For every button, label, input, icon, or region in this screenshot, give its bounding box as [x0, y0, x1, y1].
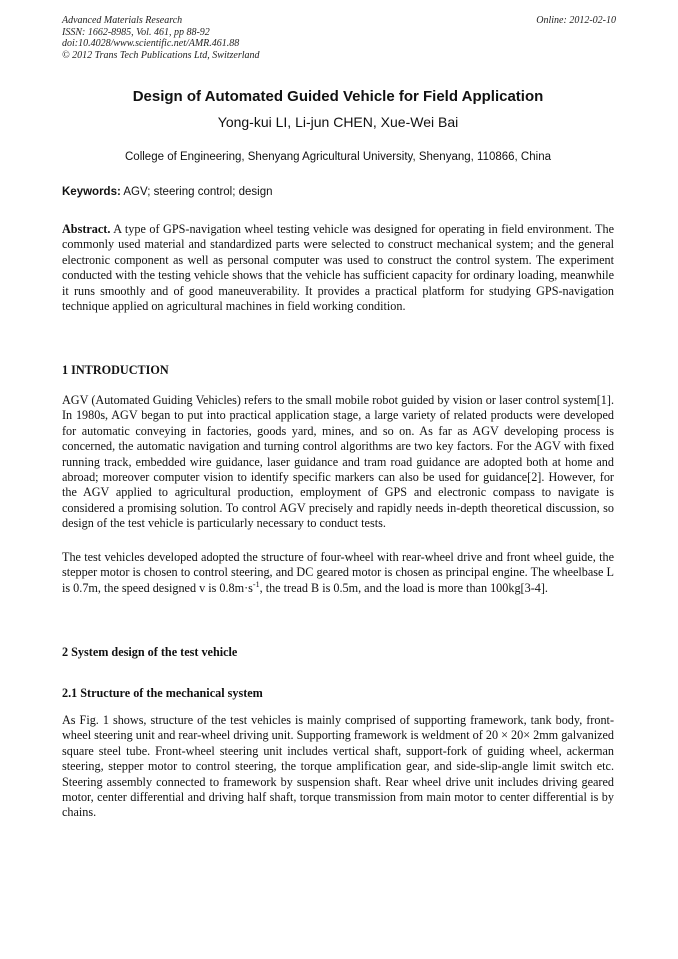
intro-paragraph-1: AGV (Automated Guiding Vehicles) refers to the small mobile robot guided by vision or laser control system[1]. In 1980s, AGV began to put into practical application stage, a large variety of related products were developed for automatic conveying in factories, goods yard, mines, and so on. As far as AGV developing process is concerned, the automatic navigation and turning control algorithms are two key factors. For the AGV with fixed running track, embedded wire guidance, laser guidance and tram road guidance are adopted both at home and abroad; moreover computer vision to identify specific markers can also be used for guidance[2]. However, for the AGV applied to agricultural production, employment of GPS and electronic compass to navigate is considered a promising solution. To control AGV precisely and rapidly needs in-depth theoretical discussion, so design of the test vehicle is particularly necessary to conduct tests. [62, 393, 614, 531]
abstract [62, 222, 614, 314]
section-heading-introduction: 1 INTRODUCTION [62, 363, 169, 377]
issn-line: ISSN: 1662-8985, Vol. 461, pp 88-92 [62, 26, 210, 38]
mechanical-paragraph: As Fig. 1 shows, structure of the test vehicles is mainly comprised of supporting framework, tank body, front-wheel steering unit and rear-wheel driving unit. Supporting framework is weldment of 20 × 20× 2mm galvanized square steel tube. Front-wheel steering unit includes vertical shaft, support-fork of guiding wheel, ackerman steering, stepper motor to control steering, the torque amplification gear, and side-slip-angle limit switch etc. Steering assembly connected to framework by suspension shaft. Rear wheel drive unit includes driving geared motor, center differential and driving half shaft, torque transmission from main motor to center differential is by chains. [62, 713, 614, 820]
doi-line: doi:10.4028/www.scientific.net/AMR.461.88 [62, 38, 240, 49]
paper-title: Design of Automated Guided Vehicle for Field Application [132, 88, 544, 105]
keywords-text: AGV; steering control; design [123, 186, 273, 198]
intro-paragraph-2-text-b: , the tread B is 0.5m, and the load is more than 100kg[3-4]. [259, 580, 548, 595]
author-list: Yong-kui LI, Li-jun CHEN, Xue-Wei Bai [217, 114, 459, 130]
subsection-heading-mechanical: 2.1 Structure of the mechanical system [62, 686, 263, 700]
affiliation: College of Engineering, Shenyang Agricultural University, Shenyang, 110866, China [125, 151, 551, 163]
intro-paragraph-2 [62, 550, 614, 596]
journal-header [62, 15, 260, 61]
section-heading-system-design: 2 System design of the test vehicle [62, 645, 238, 659]
abstract-text: A type of GPS-navigation wheel testing vehicle was designed for operating in field environment. The commonly used material and standardized parts were selected to construct mechanical system; and the general electronic component as well as personal computer was used to construct the control system. The experiment conducted with the testing vehicle shows that the vehicle has sufficient capacity for ordinary loading, meanwhile it runs smoothly and of good maneuverability. It provides a practical platform for studying GPS-navigation technique applied on agricultural machines in field working condition. [62, 222, 615, 314]
journal-name: Advanced Materials Research [62, 15, 183, 26]
intro-paragraph-2-text-a: The test vehicles developed adopted the structure of four-wheel with rear-wheel drive and front wheel guide, the stepper motor is chosen to control steering, and DC geared motor is chosen as principal engine. The wheelbase L is 0.7m, the speed designed v is 0.8m·s [62, 550, 614, 595]
keywords [62, 185, 273, 200]
unit-superscript: -1 [252, 579, 260, 589]
copyright-line: © 2012 Trans Tech Publications Ltd, Switzerland [62, 49, 260, 61]
online-date: Online: 2012-02-10 [536, 15, 616, 26]
abstract-label: Abstract. [62, 222, 111, 236]
keywords-label: Keywords: [62, 186, 121, 198]
